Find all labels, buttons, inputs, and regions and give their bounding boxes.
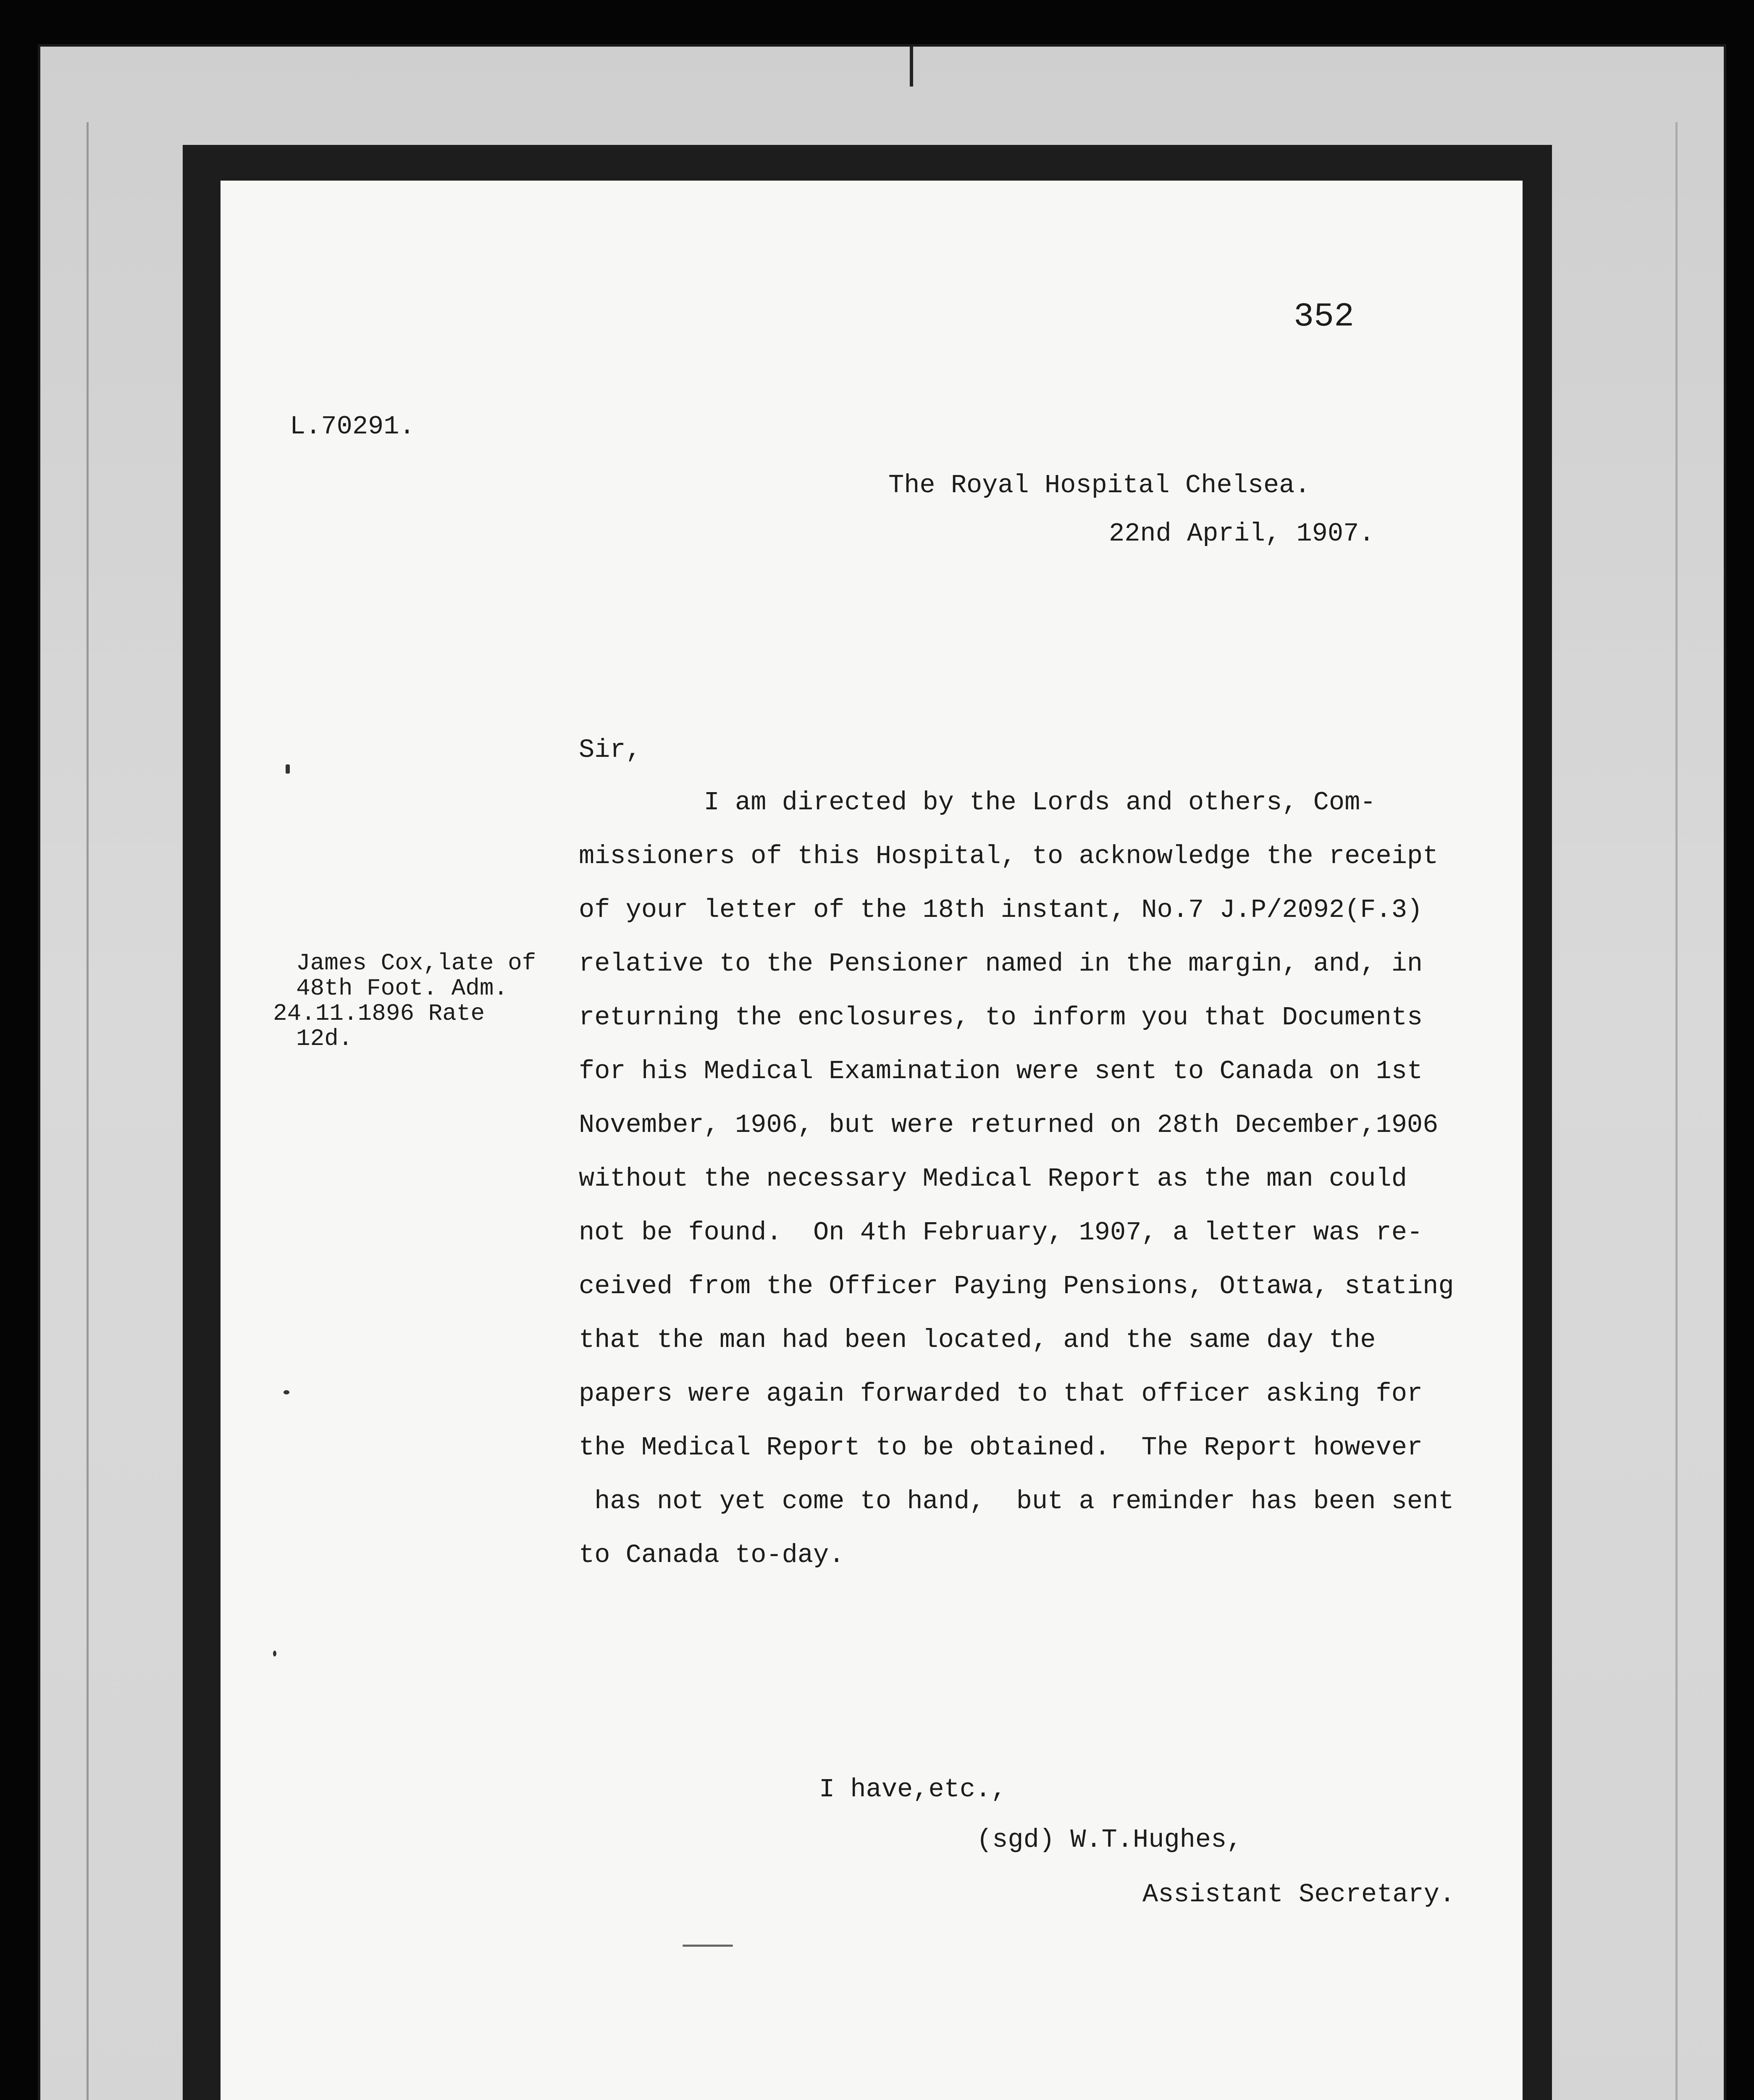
signature: (sgd) W.T.Hughes, <box>977 1825 1242 1855</box>
body-line: missioners of this Hospital, to acknowledge the receipt <box>579 841 1439 871</box>
speck-mark <box>273 1651 276 1656</box>
margin-note-line: 12d. <box>296 1025 353 1052</box>
margin-note-line: 24.11.1896 Rate <box>273 1000 485 1027</box>
body-line: ceived from the Officer Paying Pensions, Ottawa, stating <box>579 1271 1454 1301</box>
body-line: returning the enclosures, to inform you that Documents <box>579 1003 1423 1032</box>
signatory-title: Assistant Secretary. <box>1142 1880 1455 1909</box>
closing: I have,etc., <box>819 1774 1007 1804</box>
card-tick-mark <box>910 47 913 87</box>
speck-mark <box>286 764 290 774</box>
margin-note-line: 48th Foot. Adm. <box>296 975 508 1002</box>
body-line: relative to the Pensioner named in the margin, and, in <box>579 949 1423 979</box>
sender-address: The Royal Hospital Chelsea. <box>888 470 1310 500</box>
body-line: papers were again forwarded to that officer asking for <box>579 1379 1423 1409</box>
letter-date: 22nd April, 1907. <box>1109 519 1375 549</box>
body-line: the Medical Report to be obtained. The Report however <box>579 1433 1423 1462</box>
body-line: I am directed by the Lords and others, Com- <box>579 788 1376 817</box>
page-number: 352 <box>1294 298 1355 336</box>
body-line: has not yet come to hand, but a reminder has been sent <box>579 1486 1454 1516</box>
card-guide-line-left <box>87 122 89 2100</box>
letter-page <box>221 181 1523 2100</box>
body-line: November, 1906, but were returned on 28th December,1906 <box>579 1110 1439 1140</box>
body-line: without the necessary Medical Report as the man could <box>579 1164 1407 1194</box>
reference-number: L.70291. <box>290 412 415 441</box>
body-line: for his Medical Examination were sent to Canada on 1st <box>579 1056 1423 1086</box>
body-line: not be found. On 4th February, 1907, a letter was re- <box>579 1218 1423 1247</box>
body-line: of your letter of the 18th instant, No.7 J.P/2092(F.3) <box>579 895 1423 925</box>
salutation: Sir, <box>579 735 641 765</box>
card-guide-line-right <box>1675 122 1678 2100</box>
margin-note-line: James Cox,late of <box>296 950 536 976</box>
speck-mark <box>284 1390 289 1394</box>
body-line: to Canada to-day. <box>579 1540 845 1570</box>
dash-mark <box>683 1945 733 1947</box>
body-line: that the man had been located, and the same day the <box>579 1325 1376 1355</box>
